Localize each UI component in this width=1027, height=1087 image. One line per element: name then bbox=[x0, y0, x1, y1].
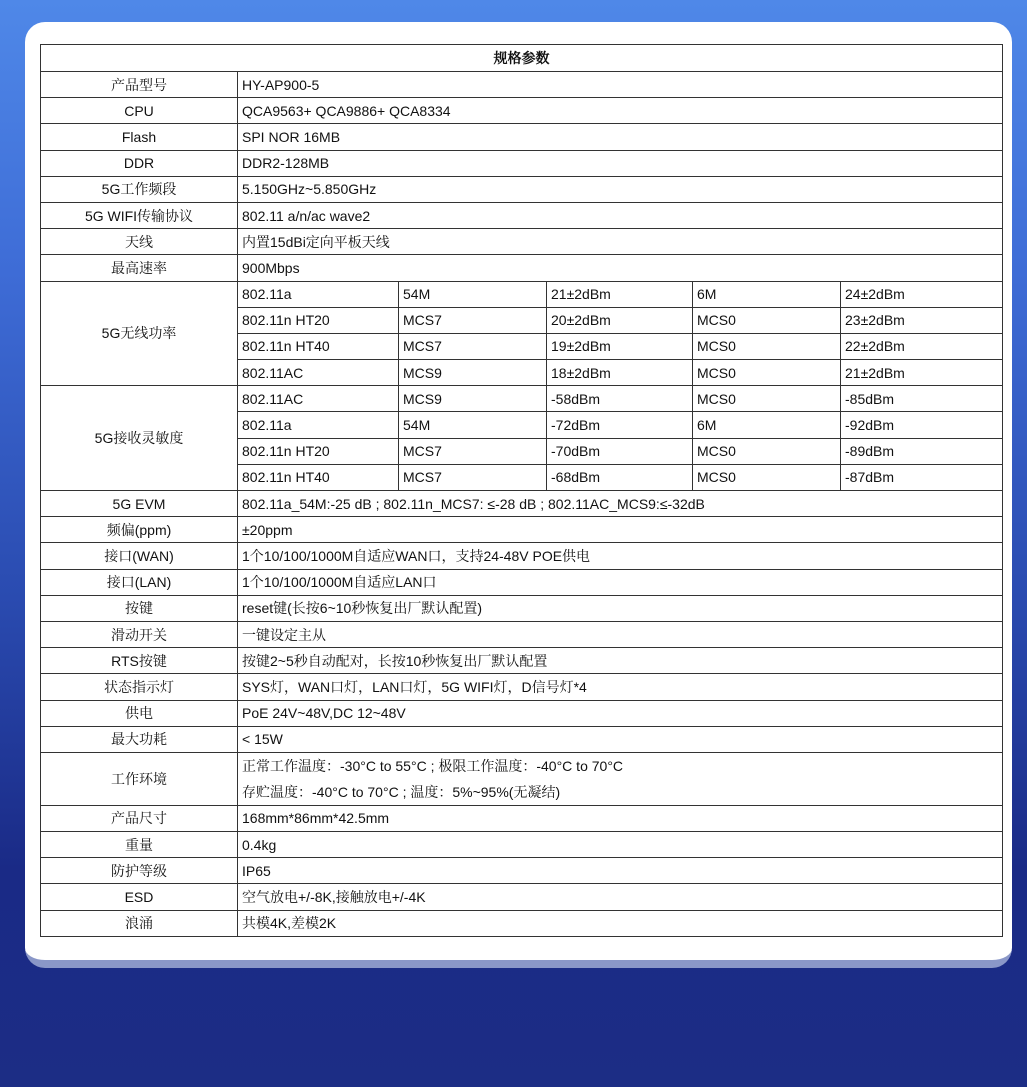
spec-subvalue: -85dBm bbox=[841, 386, 1003, 412]
spec-subvalue: 802.11n HT40 bbox=[238, 464, 399, 490]
table-row bbox=[41, 726, 1003, 752]
spec-card bbox=[25, 22, 1012, 968]
spec-subvalue: 6M bbox=[693, 281, 841, 307]
spec-subvalue: 19±2dBm bbox=[547, 333, 693, 359]
spec-label: 供电 bbox=[41, 700, 238, 726]
spec-subvalue: 802.11a bbox=[238, 412, 399, 438]
spec-subvalue: MCS0 bbox=[693, 360, 841, 386]
table-row bbox=[41, 752, 1003, 805]
spec-subvalue: 24±2dBm bbox=[841, 281, 1003, 307]
spec-subvalue: 21±2dBm bbox=[841, 360, 1003, 386]
table-row bbox=[41, 72, 1003, 98]
table-row bbox=[41, 202, 1003, 228]
spec-label: 最大功耗 bbox=[41, 726, 238, 752]
spec-subvalue: -72dBm bbox=[547, 412, 693, 438]
table-row bbox=[41, 386, 1003, 412]
table-row bbox=[41, 255, 1003, 281]
spec-label: 滑动开关 bbox=[41, 621, 238, 647]
spec-subvalue: -92dBm bbox=[841, 412, 1003, 438]
spec-label: 5G EVM bbox=[41, 491, 238, 517]
table-row bbox=[41, 124, 1003, 150]
spec-value: < 15W bbox=[238, 726, 1003, 752]
spec-subvalue: -70dBm bbox=[547, 438, 693, 464]
spec-label: DDR bbox=[41, 150, 238, 176]
environment-line-2: 存贮温度：-40°C to 70°C ; 温度：5%~95%(无凝结) bbox=[242, 783, 561, 800]
spec-subvalue: -68dBm bbox=[547, 464, 693, 490]
spec-label: 重量 bbox=[41, 832, 238, 858]
spec-value: ±20ppm bbox=[238, 517, 1003, 543]
spec-subvalue: 54M bbox=[399, 281, 547, 307]
spec-value: 按键2~5秒自动配对，长按10秒恢复出厂默认配置 bbox=[238, 648, 1003, 674]
spec-value: 1个10/100/1000M自适应WAN口，支持24-48V POE供电 bbox=[238, 543, 1003, 569]
spec-label: 接口(WAN) bbox=[41, 543, 238, 569]
table-title: 规格参数 bbox=[41, 45, 1003, 72]
spec-value: DDR2-128MB bbox=[238, 150, 1003, 176]
spec-label: 产品型号 bbox=[41, 72, 238, 98]
spec-value: 一键设定主从 bbox=[238, 621, 1003, 647]
spec-value: 1个10/100/1000M自适应LAN口 bbox=[238, 569, 1003, 595]
spec-label: CPU bbox=[41, 98, 238, 124]
table-row bbox=[41, 491, 1003, 517]
table-row bbox=[41, 700, 1003, 726]
spec-table bbox=[40, 44, 1003, 937]
spec-subvalue: 21±2dBm bbox=[547, 281, 693, 307]
spec-value: PoE 24V~48V,DC 12~48V bbox=[238, 700, 1003, 726]
spec-label: 5G接收灵敏度 bbox=[41, 386, 238, 491]
spec-subvalue: 802.11n HT40 bbox=[238, 333, 399, 359]
spec-label: 按键 bbox=[41, 595, 238, 621]
spec-label: 频偏(ppm) bbox=[41, 517, 238, 543]
table-row bbox=[41, 176, 1003, 202]
spec-label: 工作环境 bbox=[41, 752, 238, 805]
spec-label: 防护等级 bbox=[41, 858, 238, 884]
table-row bbox=[41, 674, 1003, 700]
spec-subvalue: 802.11a bbox=[238, 281, 399, 307]
spec-subvalue: -87dBm bbox=[841, 464, 1003, 490]
spec-subvalue: 802.11n HT20 bbox=[238, 438, 399, 464]
spec-value: 0.4kg bbox=[238, 832, 1003, 858]
spec-value: 5.150GHz~5.850GHz bbox=[238, 176, 1003, 202]
environment-line-1: 正常工作温度：-30°C to 55°C ; 极限工作温度：-40°C to 70°C bbox=[242, 757, 624, 774]
spec-subvalue: MCS0 bbox=[693, 438, 841, 464]
table-row bbox=[41, 621, 1003, 647]
spec-subvalue: 802.11n HT20 bbox=[238, 307, 399, 333]
spec-label: 5G WIFI传输协议 bbox=[41, 202, 238, 228]
spec-value: QCA9563+ QCA9886+ QCA8334 bbox=[238, 98, 1003, 124]
table-row bbox=[41, 569, 1003, 595]
spec-subvalue: 54M bbox=[399, 412, 547, 438]
table-row bbox=[41, 884, 1003, 910]
table-row bbox=[41, 832, 1003, 858]
spec-value: SYS灯，WAN口灯，LAN口灯，5G WIFI灯，D信号灯*4 bbox=[238, 674, 1003, 700]
spec-value: 900Mbps bbox=[238, 255, 1003, 281]
spec-label: 浪涌 bbox=[41, 910, 238, 936]
spec-subvalue: MCS7 bbox=[399, 464, 547, 490]
table-row bbox=[41, 648, 1003, 674]
table-row bbox=[41, 98, 1003, 124]
spec-subvalue: MCS7 bbox=[399, 333, 547, 359]
spec-value: IP65 bbox=[238, 858, 1003, 884]
spec-subvalue: MCS0 bbox=[693, 307, 841, 333]
spec-label: 5G工作频段 bbox=[41, 176, 238, 202]
table-row bbox=[41, 805, 1003, 831]
spec-subvalue: MCS0 bbox=[693, 386, 841, 412]
table-row bbox=[41, 229, 1003, 255]
spec-subvalue: 802.11AC bbox=[238, 386, 399, 412]
spec-subvalue: MCS7 bbox=[399, 307, 547, 333]
spec-label: 状态指示灯 bbox=[41, 674, 238, 700]
spec-subvalue: 22±2dBm bbox=[841, 333, 1003, 359]
spec-label: 5G无线功率 bbox=[41, 281, 238, 386]
spec-value: 空气放电+/-8K,接触放电+/-4K bbox=[238, 884, 1003, 910]
spec-subvalue: MCS9 bbox=[399, 386, 547, 412]
table-row bbox=[41, 543, 1003, 569]
spec-label: RTS按键 bbox=[41, 648, 238, 674]
spec-subvalue: MCS7 bbox=[399, 438, 547, 464]
spec-subvalue: MCS9 bbox=[399, 360, 547, 386]
spec-label: Flash bbox=[41, 124, 238, 150]
spec-label: 最高速率 bbox=[41, 255, 238, 281]
spec-value: HY-AP900-5 bbox=[238, 72, 1003, 98]
table-row bbox=[41, 858, 1003, 884]
spec-value: SPI NOR 16MB bbox=[238, 124, 1003, 150]
spec-subvalue: MCS0 bbox=[693, 333, 841, 359]
spec-subvalue: 6M bbox=[693, 412, 841, 438]
table-row bbox=[41, 910, 1003, 936]
spec-value: reset键(长按6~10秒恢复出厂默认配置) bbox=[238, 595, 1003, 621]
spec-subvalue: 20±2dBm bbox=[547, 307, 693, 333]
spec-label: 接口(LAN) bbox=[41, 569, 238, 595]
table-header-row bbox=[41, 45, 1003, 72]
spec-value: 内置15dBi定向平板天线 bbox=[238, 229, 1003, 255]
spec-value: 802.11 a/n/ac wave2 bbox=[238, 202, 1003, 228]
spec-value bbox=[238, 752, 1003, 805]
spec-subvalue: -58dBm bbox=[547, 386, 693, 412]
spec-label: 天线 bbox=[41, 229, 238, 255]
spec-subvalue: 802.11AC bbox=[238, 360, 399, 386]
table-row bbox=[41, 281, 1003, 307]
table-row bbox=[41, 150, 1003, 176]
spec-label: ESD bbox=[41, 884, 238, 910]
table-row bbox=[41, 595, 1003, 621]
table-row bbox=[41, 517, 1003, 543]
spec-value: 共模4K,差模2K bbox=[238, 910, 1003, 936]
spec-subvalue: 23±2dBm bbox=[841, 307, 1003, 333]
spec-subvalue: 18±2dBm bbox=[547, 360, 693, 386]
spec-subvalue: -89dBm bbox=[841, 438, 1003, 464]
spec-value: 168mm*86mm*42.5mm bbox=[238, 805, 1003, 831]
spec-subvalue: MCS0 bbox=[693, 464, 841, 490]
spec-value: 802.11a_54M:-25 dB ; 802.11n_MCS7: ≤-28 dB ; 802.11AC_MCS9:≤-32dB bbox=[238, 491, 1003, 517]
spec-label: 产品尺寸 bbox=[41, 805, 238, 831]
